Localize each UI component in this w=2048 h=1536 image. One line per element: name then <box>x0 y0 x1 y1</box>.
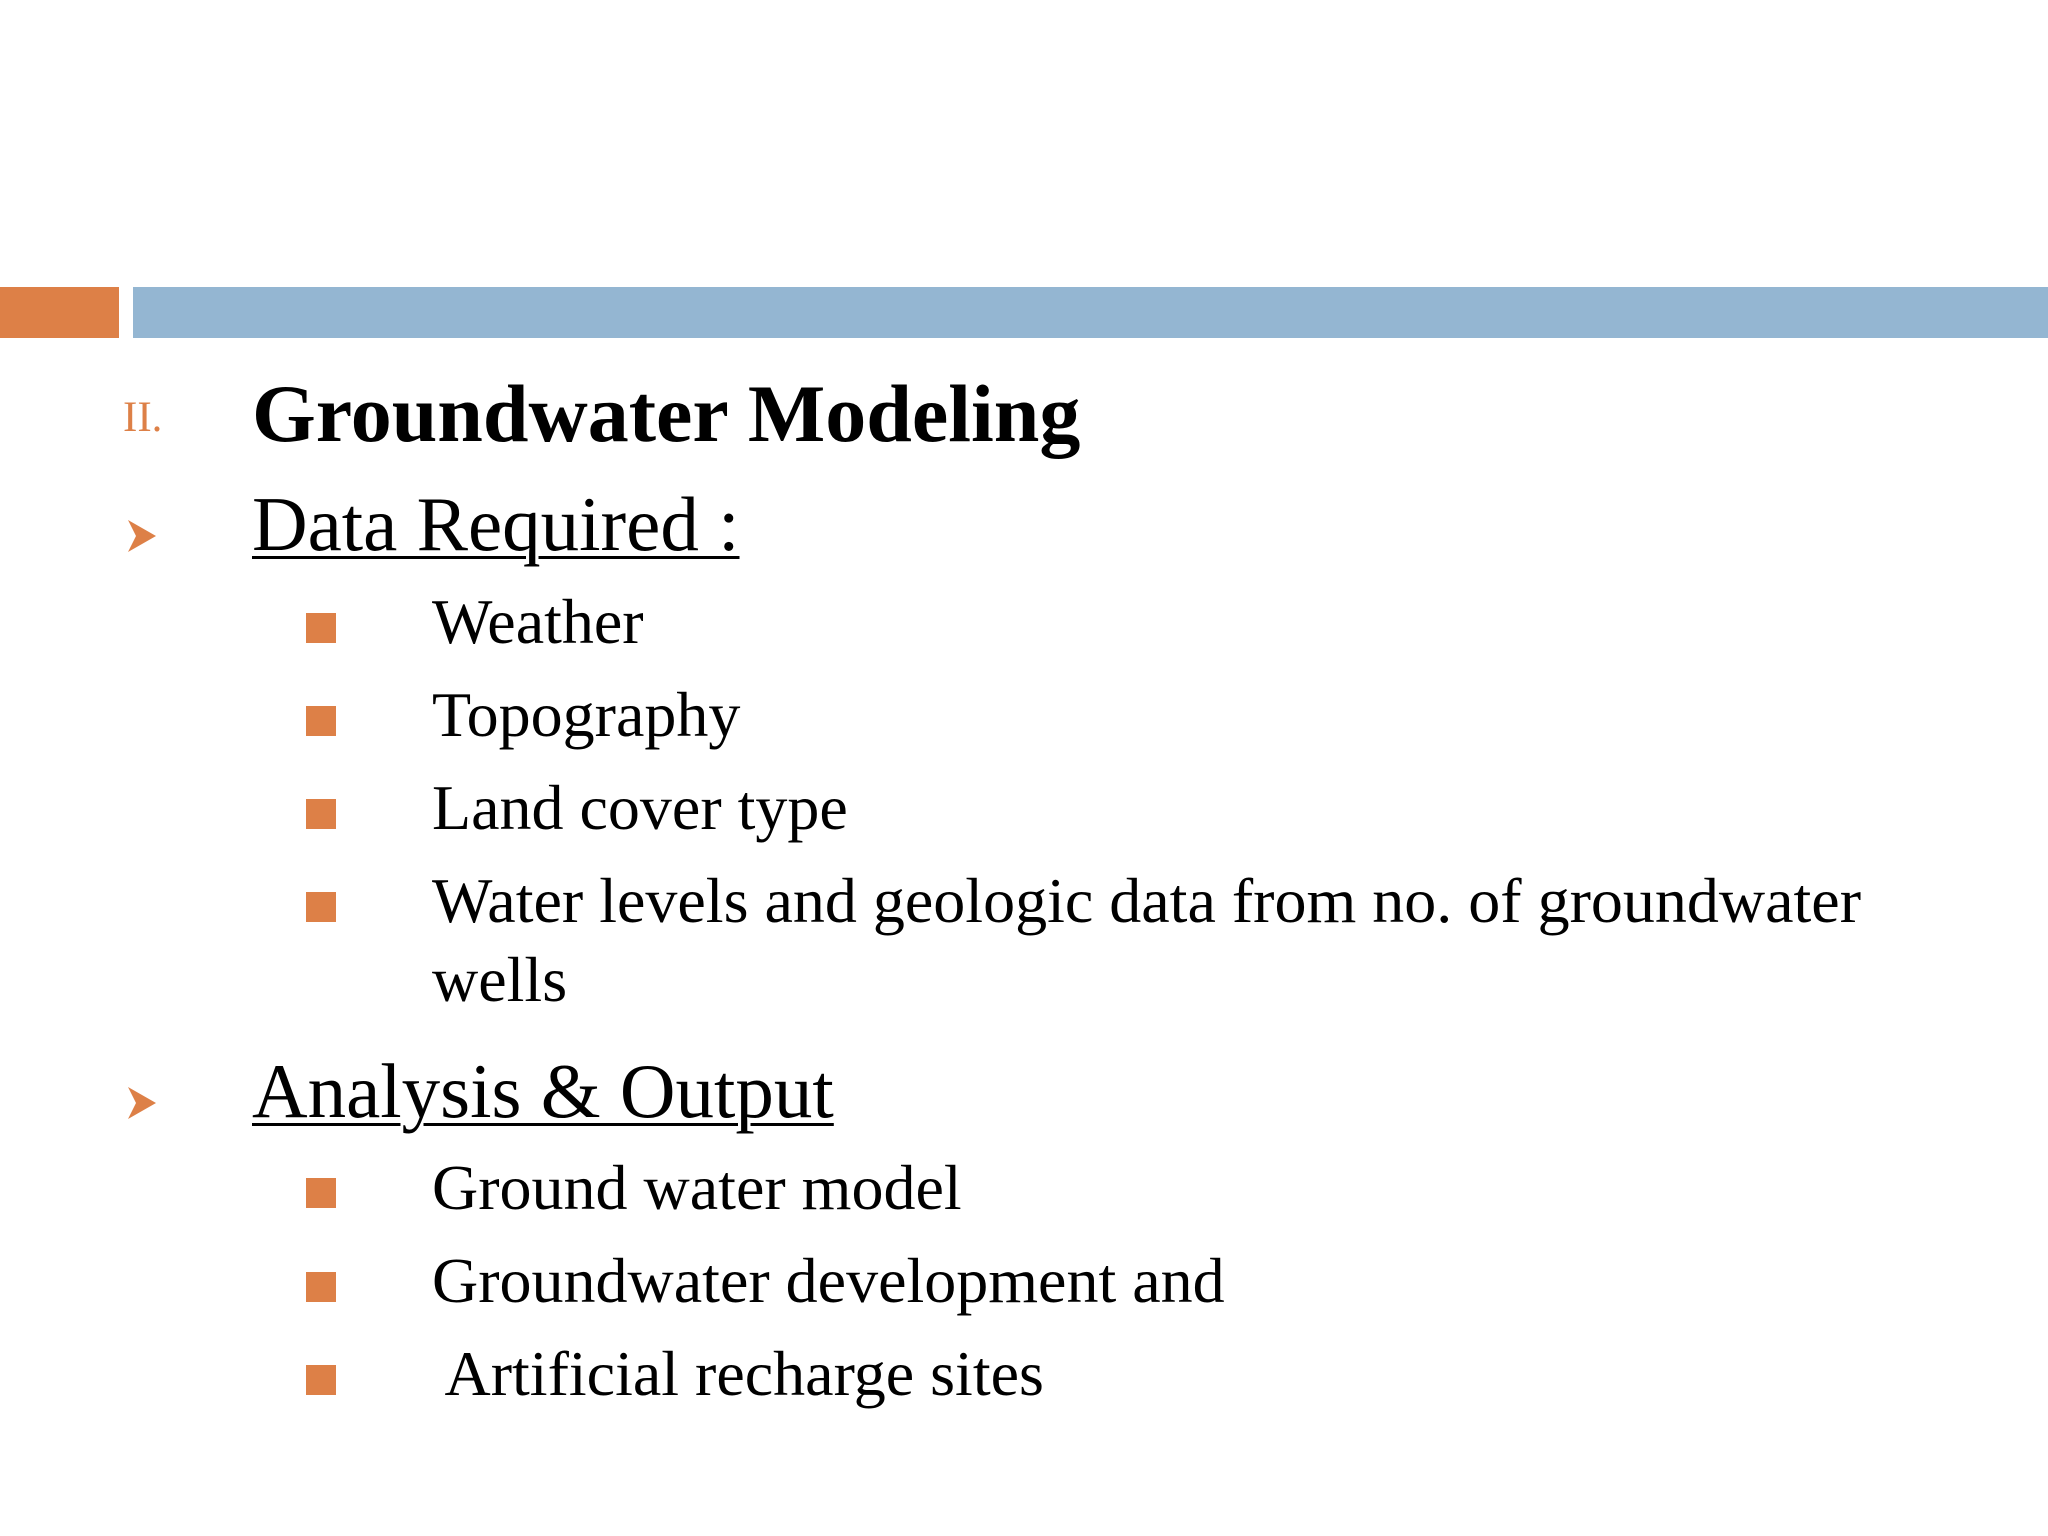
list-item: Weather <box>432 586 644 657</box>
arrow-bullet-icon <box>126 1085 158 1121</box>
list-item: Water levels and geologic data from no. of groundwater wells <box>432 865 1861 1015</box>
list-item: Ground water model <box>432 1152 962 1223</box>
square-bullet-icon <box>306 1178 336 1208</box>
square-bullet-icon <box>306 613 336 643</box>
header-bar <box>133 287 2048 338</box>
header-accent-bar <box>0 287 119 338</box>
square-bullet-icon <box>306 799 336 829</box>
section-numeral: II. <box>123 394 163 441</box>
square-bullet-icon <box>306 892 336 922</box>
square-bullet-icon <box>306 706 336 736</box>
square-bullet-icon <box>306 1365 336 1395</box>
section-heading-analysis-output: Analysis & Output <box>252 1048 834 1134</box>
section-heading-data-required: Data Required : <box>252 481 740 567</box>
list-item: Groundwater development and <box>432 1245 1225 1316</box>
square-bullet-icon <box>306 1272 336 1302</box>
list-item: Artificial recharge sites <box>432 1338 1044 1409</box>
list-item: Land cover type <box>432 772 848 843</box>
slide-title: Groundwater Modeling <box>252 368 1081 459</box>
list-item: Topography <box>432 679 741 750</box>
arrow-bullet-icon <box>126 518 158 554</box>
